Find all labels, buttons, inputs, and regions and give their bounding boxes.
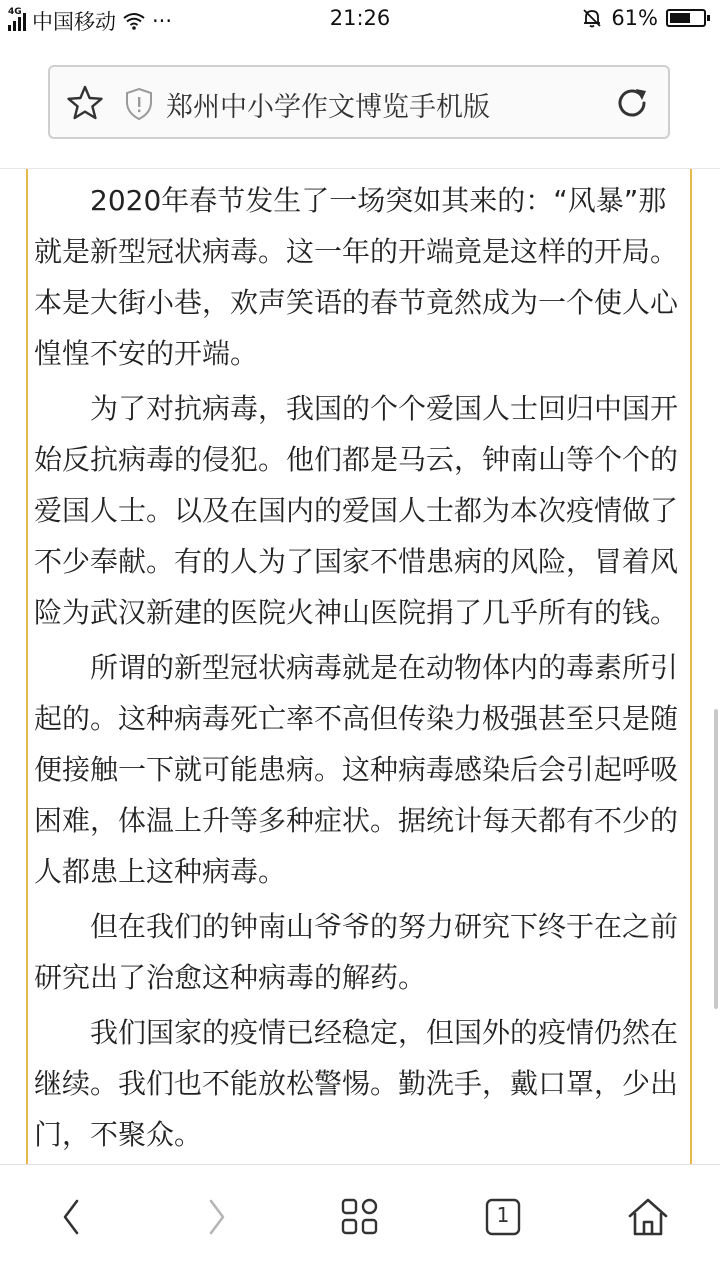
home-icon[interactable]: [626, 1195, 670, 1239]
scrollbar[interactable]: [714, 709, 718, 1009]
carrier-name: 中国移动: [32, 10, 116, 34]
bell-off-icon: [581, 7, 603, 29]
article-paragraph: 但在我们的钟南山爷爷的努力研究下终于在之前研究出了治愈这种病毒的解药。: [34, 910, 679, 994]
browser-bottom-bar: [0, 1164, 720, 1281]
browser-toolbar: [0, 40, 720, 169]
address-bar[interactable]: [48, 65, 670, 139]
article-paragraph: 我们国家的疫情已经稳定，但国外的疫情仍然在继续。我们也不能放松警惕。勤洗手，戴口罩，少出门，不聚众。: [34, 1016, 679, 1151]
battery-icon: [666, 9, 706, 27]
page-title[interactable]: 郑州中小学作文博览手机版: [166, 92, 490, 123]
article-body: [26, 169, 692, 1164]
tabs-button[interactable]: [481, 1195, 525, 1239]
shield-icon: [124, 87, 154, 121]
network-type: 4G: [8, 7, 22, 17]
more-indicator: ···: [152, 9, 173, 33]
status-bar: [0, 0, 720, 40]
article-paragraph: 所谓的新型冠状病毒就是在动物体内的毒素所引起的。这种病毒死亡率不高但传染力极强甚至只是随便接触一下就可能患病。这种病毒感染后会引起呼吸困难，体温上升等多种症状。据统计每天都有不少的人都患上这种病毒。: [34, 651, 679, 888]
battery-percent: 61%: [611, 6, 658, 30]
chevron-right-icon[interactable]: [194, 1195, 238, 1239]
tab-count: 1: [496, 1203, 510, 1227]
article-paragraph: 2020年春节发生了一场突如其来的：“风暴”那就是新型冠状病毒。这一年的开端竟是这样的开局。本是大街小巷，欢声笑语的春节竟然成为一个使人心惶惶不安的开端。: [34, 184, 679, 370]
battery-fill: [670, 13, 690, 23]
status-time: 21:26: [329, 6, 391, 30]
star-icon[interactable]: [66, 84, 104, 122]
page-content[interactable]: [0, 169, 720, 1164]
article-paragraph: 为了对抗病毒，我国的个个爱国人士回归中国开始反抗病毒的侵犯。他们都是马云，钟南山等个个的爱国人士。以及在国内的爱国人士都为本次疫情做了不少奉献。有的人为了国家不惜患病的风险，冒着风险为武汉新建的医院火神山医院捐了几乎所有的钱。: [34, 392, 679, 629]
chevron-left-icon[interactable]: [50, 1195, 94, 1239]
grid-icon[interactable]: [338, 1195, 382, 1239]
reload-icon[interactable]: [614, 85, 650, 121]
status-right: [581, 6, 706, 30]
